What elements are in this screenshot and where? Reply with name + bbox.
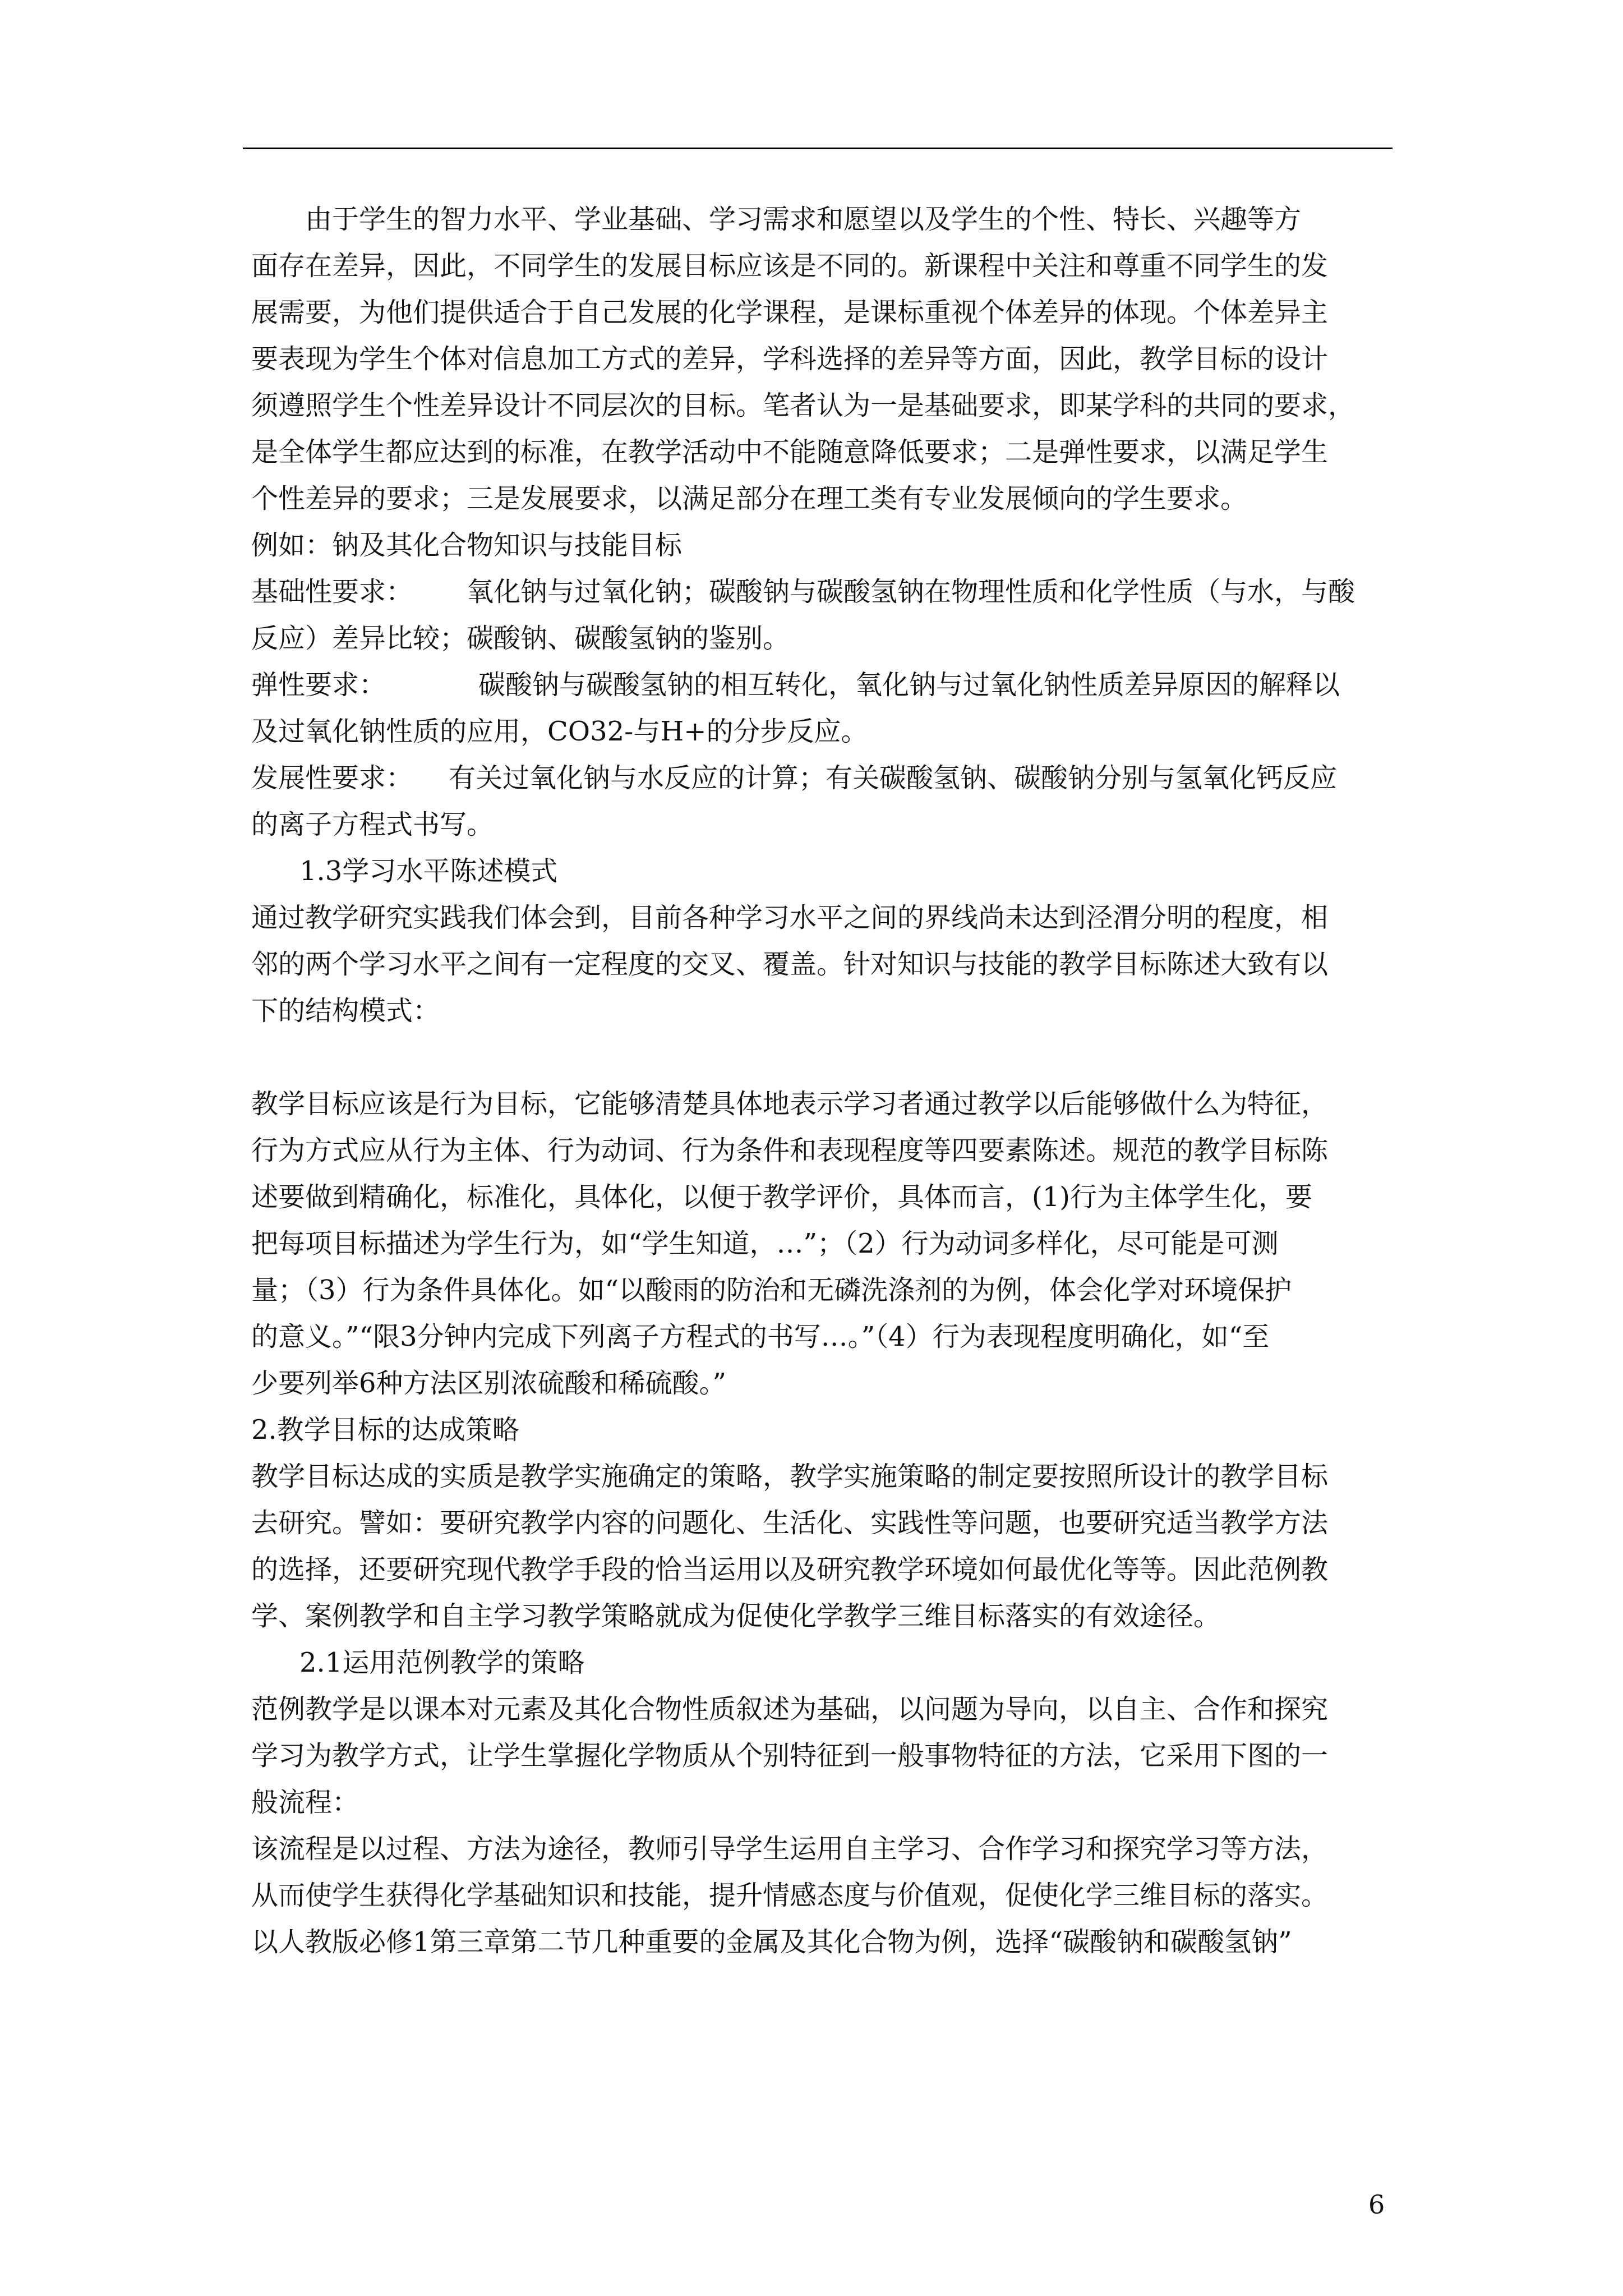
development-requirement-text: 有关过氧化钠与水反应的计算；有关碳酸氢钠、碳酸钠分别与氢氧化钙反应 (449, 762, 1338, 794)
paragraph-line: 例如：钠及其化合物知识与技能目标 (251, 530, 683, 561)
paragraph-line: 该流程是以过程、方法为途径，教师引导学生运用自主学习、合作学习和探究学习等方法， (251, 1833, 1329, 1865)
paragraph-line: 述要做到精确化，标准化，具体化，以便于教学评价，具体而言，(1)行为主体学生化，要 (251, 1181, 1312, 1213)
header-rule (243, 148, 1393, 149)
elastic-requirement-line (251, 662, 1395, 708)
elastic-requirement-text: 碳酸钠与碳酸氢钠的相互转化，氧化钠与过氧化钠性质差异原因的解释以 (478, 669, 1340, 701)
paragraph-line: 下的结构模式： (251, 995, 440, 1027)
development-requirement-label: 发展性要求： (251, 762, 413, 794)
basic-requirement-text: 氧化钠与过氧化钠；碳酸钠与碳酸氢钠在物理性质和化学性质（与水，与酸 (467, 576, 1355, 608)
paragraph-line: 个性差异的要求；三是发展要求，以满足部分在理工类有专业发展倾向的学生要求。 (251, 483, 1248, 514)
paragraph-line: 须遵照学生个性差异设计不同层次的目标。笔者认为一是基础要求，即某学科的共同的要求， (251, 390, 1355, 421)
blank-line (251, 1034, 1395, 1081)
paragraph-line: 的选择，还要研究现代教学手段的恰当运用以及研究教学环境如何最优化等等。因此范例教 (251, 1554, 1329, 1585)
paragraph-line: 行为方式应从行为主体、行为动词、行为条件和表现程度等四要素陈述。规范的教学目标陈 (251, 1135, 1329, 1166)
paragraph-line: 量；（3）行为条件具体化。如“以酸雨的防治和无磷洗涤剂的为例，体会化学对环境保护 (251, 1274, 1292, 1306)
paragraph-line: 的离子方程式书写。 (251, 809, 494, 840)
paragraph-line: 的意义。”“限3分钟内完成下列离子方程式的书写…。”（4）行为表现程度明确化，如“至 (251, 1321, 1270, 1352)
paragraph-line: 展需要，为他们提供适合于自己发展的化学课程，是课标重视个体差异的体现。个体差异主 (251, 297, 1329, 328)
section-heading: 1.3学习水平陈述模式 (299, 855, 558, 887)
paragraph-line: 去研究。譬如：要研究教学内容的问题化、生活化、实践性等问题，也要研究适当教学方法 (251, 1507, 1329, 1539)
basic-requirement-line (251, 569, 1395, 615)
paragraph-line: 邻的两个学习水平之间有一定程度的交叉、覆盖。针对知识与技能的教学目标陈述大致有以 (251, 949, 1329, 980)
paragraph-line: 及过氧化钠性质的应用，CO32-与H+的分步反应。 (251, 716, 868, 747)
paragraph-line: 范例教学是以课本对元素及其化合物性质叙述为基础，以问题为导向，以自主、合作和探究 (251, 1694, 1329, 1725)
paragraph-line: 由于学生的智力水平、学业基础、学习需求和愿望以及学生的个性、特长、兴趣等方 (305, 204, 1302, 235)
section-heading: 2.教学目标的达成策略 (251, 1414, 519, 1446)
paragraph-line: 是全体学生都应达到的标准，在教学活动中不能随意降低要求；二是弹性要求，以满足学生 (251, 436, 1329, 468)
paragraph-line: 反应）差异比较；碳酸钠、碳酸氢钠的鉴别。 (251, 623, 790, 654)
paragraph-line: 学习为教学方式，让学生掌握化学物质从个别特征到一般事物特征的方法，它采用下图的一 (251, 1740, 1329, 1772)
paragraph-line: 般流程： (251, 1787, 359, 1818)
page-number: 6 (1368, 2189, 1385, 2220)
paragraph-line: 学、案例教学和自主学习教学策略就成为促使化学教学三维目标落实的有效途径。 (251, 1600, 1221, 1632)
paragraph-line: 教学目标应该是行为目标，它能够清楚具体地表示学习者通过教学以后能够做什么为特征， (251, 1088, 1329, 1120)
basic-requirement-label: 基础性要求： (251, 576, 413, 608)
development-requirement-line (251, 755, 1395, 802)
elastic-requirement-label: 弹性要求： (251, 669, 386, 701)
paragraph-line: 面存在差异，因此，不同学生的发展目标应该是不同的。新课程中关注和尊重不同学生的发 (251, 250, 1329, 282)
section-heading: 2.1运用范例教学的策略 (299, 1647, 585, 1678)
paragraph-line: 从而使学生获得化学基础知识和技能，提升情感态度与价值观，促使化学三维目标的落实。 (251, 1880, 1329, 1911)
paragraph-line: 教学目标达成的实质是教学实施确定的策略，教学实施策略的制定要按照所设计的教学目标 (251, 1461, 1329, 1492)
paragraph-line: 少要列举6种方法区别浓硫酸和稀硫酸。” (251, 1368, 727, 1399)
document-body (251, 196, 1395, 1966)
paragraph-line: 通过教学研究实践我们体会到，目前各种学习水平之间的界线尚未达到泾渭分明的程度，相 (251, 902, 1329, 933)
paragraph-line: 把每项目标描述为学生行为，如“学生知道，…”；（2）行为动词多样化，尽可能是可测 (251, 1228, 1279, 1259)
paragraph-line: 要表现为学生个体对信息加工方式的差异，学科选择的差异等方面，因此，教学目标的设计 (251, 343, 1329, 375)
paragraph-line: 以人教版必修1第三章第二节几种重要的金属及其化合物为例，选择“碳酸钠和碳酸氢钠” (251, 1926, 1292, 1958)
